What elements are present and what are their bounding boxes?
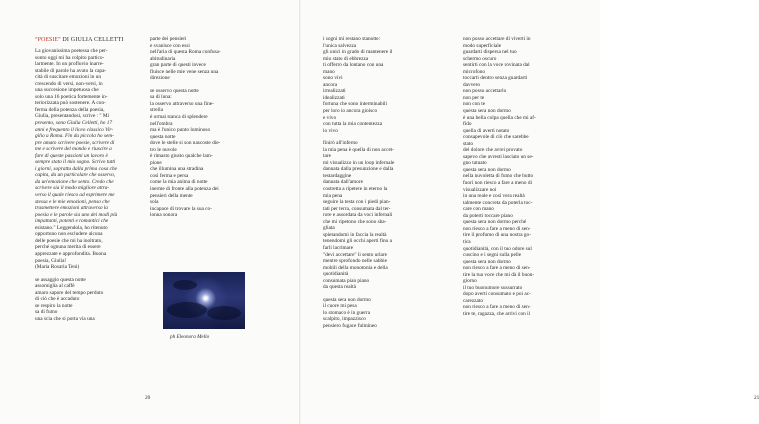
text-line: amaro sapore del tempo perduto: [35, 289, 104, 296]
text-line: se respiro la notte: [35, 302, 73, 309]
text-line: mia pena: [323, 192, 343, 199]
text-line: il cuore mi pesa: [323, 303, 357, 310]
text-line: fare di queste passioni un lavoro è: [35, 152, 108, 159]
text-line: strella: [150, 107, 163, 114]
text-line: mano: [323, 68, 335, 75]
night-sky-photo: [163, 272, 245, 329]
text-line: sola: [150, 199, 159, 206]
text-line: tire il profumo di una nostra go-: [463, 232, 531, 239]
text-line: poesia e le parole sia uno dei modi più: [35, 211, 118, 218]
text-line: Giulia, presentandosi, scrive : " Mi: [35, 113, 110, 120]
text-line: quotidianità: [323, 271, 349, 278]
text-line: non per te: [463, 94, 485, 101]
text-line: che illumina una stradina: [150, 166, 204, 173]
text-line: tenendomi gli occhi aperti fino a: [323, 238, 392, 245]
photo-caption: ph Eleonora Mello: [170, 334, 210, 340]
text-line: non posso accettarlo: [463, 88, 507, 95]
text-line: care con mano: [463, 206, 494, 213]
text-line: microfono: [463, 68, 486, 75]
text-line: da questa realtà: [323, 284, 356, 291]
text-line: questa sera non dormo: [323, 296, 371, 303]
text-line: mentre sprofondo nelle sabbie: [323, 258, 387, 265]
text-line: sa di fumo: [35, 309, 58, 316]
text-line: stato: [463, 140, 474, 147]
text-line: è ormai stanca di splendere: [150, 114, 208, 121]
text-line: di ciò che è accaduto: [35, 296, 80, 303]
text-line: scalpito, impazzisco: [323, 316, 366, 323]
column-poem-night: [150, 36, 262, 219]
text-line: io vivo: [323, 127, 338, 134]
text-line: la osservo attraverso una fine-: [150, 100, 214, 107]
text-line: pensieri della mente: [150, 192, 193, 199]
text-line: tati per terra, consumata dal ter-: [323, 205, 391, 212]
text-line: parte dei pensieri: [150, 36, 187, 42]
text-line: questa sera non dormo: [463, 108, 511, 115]
text-line: crescendo di versi, non-versi, in: [35, 80, 103, 87]
column-poem-sleepless: [463, 36, 578, 318]
text-line: sempre stato il mio sogno. Scrivo tutti: [35, 159, 116, 166]
cloud-shape: [207, 306, 241, 320]
text-line: stessa e le mie emozioni, penso che: [35, 198, 110, 205]
text-line: la mia pena è quella di non accet-: [323, 146, 395, 153]
text-line: me e scrivere del mondo e riuscire a: [35, 146, 112, 153]
text-line: inerme di fronte alla potenza dei: [150, 186, 219, 193]
text-line: dannata dalla presunzione e dalla: [323, 166, 394, 173]
text-line: e vivo: [323, 114, 337, 121]
text-line: non con te: [463, 101, 486, 108]
text-line: tire te, ragazza, che arrivi con il: [463, 310, 531, 317]
text-line: non posso accettare di viverti in: [463, 36, 531, 42]
text-line: mobili della monotonia e della: [323, 264, 388, 271]
page-number-right: 21: [754, 395, 759, 401]
text-line: rore e assordata da voci infernali: [323, 212, 393, 219]
text-line: dove le stelle si son nascoste die-: [150, 140, 221, 147]
text-line: questa sera non dormo perché: [463, 219, 527, 226]
text-line: capita, da un particolare che osservo,: [35, 172, 116, 179]
text-line: pione: [150, 159, 162, 166]
text-line: consumata pian piano: [323, 277, 370, 284]
text-line: nella nuvoletta di fumo che butto: [463, 173, 534, 180]
text-line: direzione: [150, 75, 170, 82]
text-line: guardarti dispersa nel tuo: [463, 49, 517, 56]
text-line: l'unica salvezza: [323, 42, 357, 49]
page-number-left: 20: [145, 395, 151, 401]
text-line: fuori non riesco a fare a meno di: [463, 180, 532, 187]
text-line: talmente concreta da poterla toc-: [463, 199, 533, 206]
text-line: così ferma e persa: [150, 172, 189, 179]
title-quoted: “POESIE”: [35, 37, 61, 43]
text-line: La giovanissima poetessa che per-: [35, 48, 108, 54]
text-line: quella di averti notato: [463, 127, 510, 134]
text-line: incapace di trovare la sua co-: [150, 205, 212, 212]
text-line: esistano." Leggendola, ho ritenuto: [35, 224, 108, 231]
text-line: una scia che si porta via una: [35, 315, 95, 322]
text-line: anni e frequento il liceo classico Vir-: [35, 126, 114, 133]
text-line: teriorizzata può sostenere. A con-: [35, 100, 106, 107]
text-line: questa notte: [150, 133, 176, 140]
text-line: poesia, Giulia!: [35, 257, 67, 264]
text-line: è rimasto giusto qualche lam-: [150, 153, 213, 160]
text-line: toccarti dentro senza guardarti: [463, 75, 528, 82]
text-line: gli unici in grado di mantenere il: [323, 49, 393, 56]
column-poem-hell: [323, 36, 438, 330]
text-line: cuscino e i segni sulla pelle: [463, 252, 522, 259]
text-line: giorno: [463, 278, 477, 285]
text-line: sa di luna:: [150, 94, 172, 101]
article-title: [35, 36, 135, 44]
text-line: presento, sono Giulia Celletti, ho 17: [35, 120, 113, 127]
column-intro: [35, 36, 135, 322]
text-line: da poterti toccare piano: [463, 212, 513, 219]
text-line: in una reale e così vera realtà: [463, 193, 525, 200]
text-line: pre amato scrivere poesie, scrivere di: [35, 139, 115, 146]
text-line: gno tatuato: [463, 160, 487, 167]
text-line: idealizzati: [323, 94, 345, 101]
text-line: larmente. In un profluvio inarre-: [35, 61, 104, 68]
text-line: visualizzare noi: [463, 186, 497, 193]
text-line: sentirti con la voce rovinata dal: [463, 62, 530, 69]
left-page: [0, 0, 300, 424]
text-line: modo superficiale: [463, 42, 502, 49]
text-line: spietandomi in faccia la realtà: [323, 231, 387, 238]
text-line: tica: [463, 238, 471, 245]
text-line: dopo averti consumato e poi ac-: [463, 291, 531, 298]
text-line: del dolore che avrei provato: [463, 147, 523, 154]
text-line: fortuna che sono interminabili: [323, 101, 387, 108]
text-line: schermo oscuro: [463, 55, 497, 62]
text-line: ti offerro da lontano con una: [323, 62, 384, 69]
text-line: impattanti, potenti e romantici che: [35, 218, 109, 225]
text-line: nell'aria di questa Roma confusa-: [150, 49, 221, 56]
text-line: verso il quale riesco ad esprimere me: [35, 192, 115, 199]
text-line: è una bella colpa quella che mi af-: [463, 114, 536, 121]
text-line: farli lacrimare: [323, 244, 354, 251]
text-line: e svanisce con essi: [150, 42, 190, 49]
text-line: lonna sonora: [150, 212, 178, 219]
text-line: consapevole di ciò che sarebbe: [463, 134, 529, 141]
text-line: gliata: [323, 225, 335, 232]
text-line: scrivere sia il modo migliore attra-: [35, 185, 110, 192]
text-line: perché ognuna merita di essere: [35, 244, 101, 251]
text-line: ferma della potenza della poesia,: [35, 106, 105, 113]
text-line: non riesco a fare a meno di sen-: [463, 265, 531, 272]
text-line: come la mia anima di notte: [150, 179, 208, 186]
text-line: nell'ombra: [150, 120, 173, 127]
text-line: questa sera non dormo: [463, 166, 511, 173]
text-line: da un'emozione che sento. Credo che: [35, 178, 114, 185]
text-line: irrealizzati: [323, 88, 346, 95]
text-line: i sogni mi restano stanotte:: [323, 36, 381, 42]
text-line: apprezzate e approfondita. Buona: [35, 250, 107, 257]
text-line: dannata dall'amore: [323, 179, 363, 186]
text-line: mi visualizzo in un loop infernale: [323, 159, 395, 166]
text-line: per loro io ancora gioisco: [323, 108, 378, 115]
text-line: cità di suscitare emozioni in un: [35, 74, 102, 81]
cloud-shape: [173, 280, 197, 290]
text-line: lo stomaco è in guerra: [323, 309, 371, 316]
text-line: stabile di parole ha avuto la capa-: [35, 67, 107, 74]
text-line: se osservo questa notte: [150, 87, 199, 94]
text-line: mio stato di ebbrezza: [323, 55, 369, 62]
text-line: davvero: [463, 81, 481, 88]
text-line: il tuo buonumore sussurrato: [463, 284, 523, 291]
text-line: ancora: [323, 81, 338, 88]
text-line: fluisce nelle mie vene senza una: [150, 68, 219, 75]
text-line: opportuno non escludere alcuna: [35, 231, 103, 238]
text-line: tire la tua voce che mi dà il buon-: [463, 271, 535, 278]
text-line: trasmettere emozioni attraverso la: [35, 205, 108, 212]
text-line: gilio a Roma. Fin da piccola ho sem-: [35, 133, 114, 140]
text-line: non riesco a fare a meno di sen-: [463, 225, 531, 232]
text-line: sapevo che avresti lasciato un se-: [463, 153, 534, 160]
text-line: sonto oggi mi ha colpito partico-: [35, 54, 105, 61]
text-line: delle poesie che mi ha inoltrato,: [35, 237, 103, 244]
text-line: assomiglia al caffè: [35, 283, 75, 290]
text-line: fido: [463, 121, 472, 128]
cloud-shape: [167, 302, 207, 318]
text-line: (Maria Rosaria Teni): [35, 264, 80, 271]
text-line: abitudinaria: [150, 55, 176, 62]
text-line: seguire la testa con i piedi pian-: [323, 199, 391, 206]
text-line: questa sera non dormo: [463, 258, 511, 265]
text-line: gran parte di questi invece: [150, 62, 206, 69]
column-intro-lines: [35, 48, 135, 322]
text-line: "devi accettare" li sento urlare: [323, 251, 388, 258]
title-author: DI GIULIA CELLETTI: [60, 37, 124, 43]
text-line: una succesione impetuosa che: [35, 87, 99, 94]
text-line: tare: [323, 153, 331, 160]
text-line: finirò all'inferno: [323, 140, 358, 147]
text-line: carezzato: [463, 297, 483, 304]
text-line: con tutta la mia contentezza: [323, 121, 383, 128]
text-line: i giorni, soprattu dalla prima cosa che: [35, 165, 117, 172]
text-line: che mi ripetono che sono sba-: [323, 218, 387, 225]
text-line: quotidianità, con il tuo odore sul: [463, 245, 532, 252]
text-line: se assaggio questa notte: [35, 276, 86, 283]
text-line: pensiero fugace fulmineo: [323, 322, 377, 329]
text-line: costretta a ripetere in eterno la: [323, 186, 388, 193]
text-line: sono vivi: [323, 75, 343, 82]
text-line: non riesco a fare a meno di sen-: [463, 304, 531, 311]
text-line: ma è l'unico punto luminoso: [150, 127, 211, 134]
text-line: testardaggine: [323, 172, 352, 179]
text-line: solo una 16 poetica fortemente in-: [35, 93, 108, 100]
text-line: tro le nuvole: [150, 146, 177, 153]
